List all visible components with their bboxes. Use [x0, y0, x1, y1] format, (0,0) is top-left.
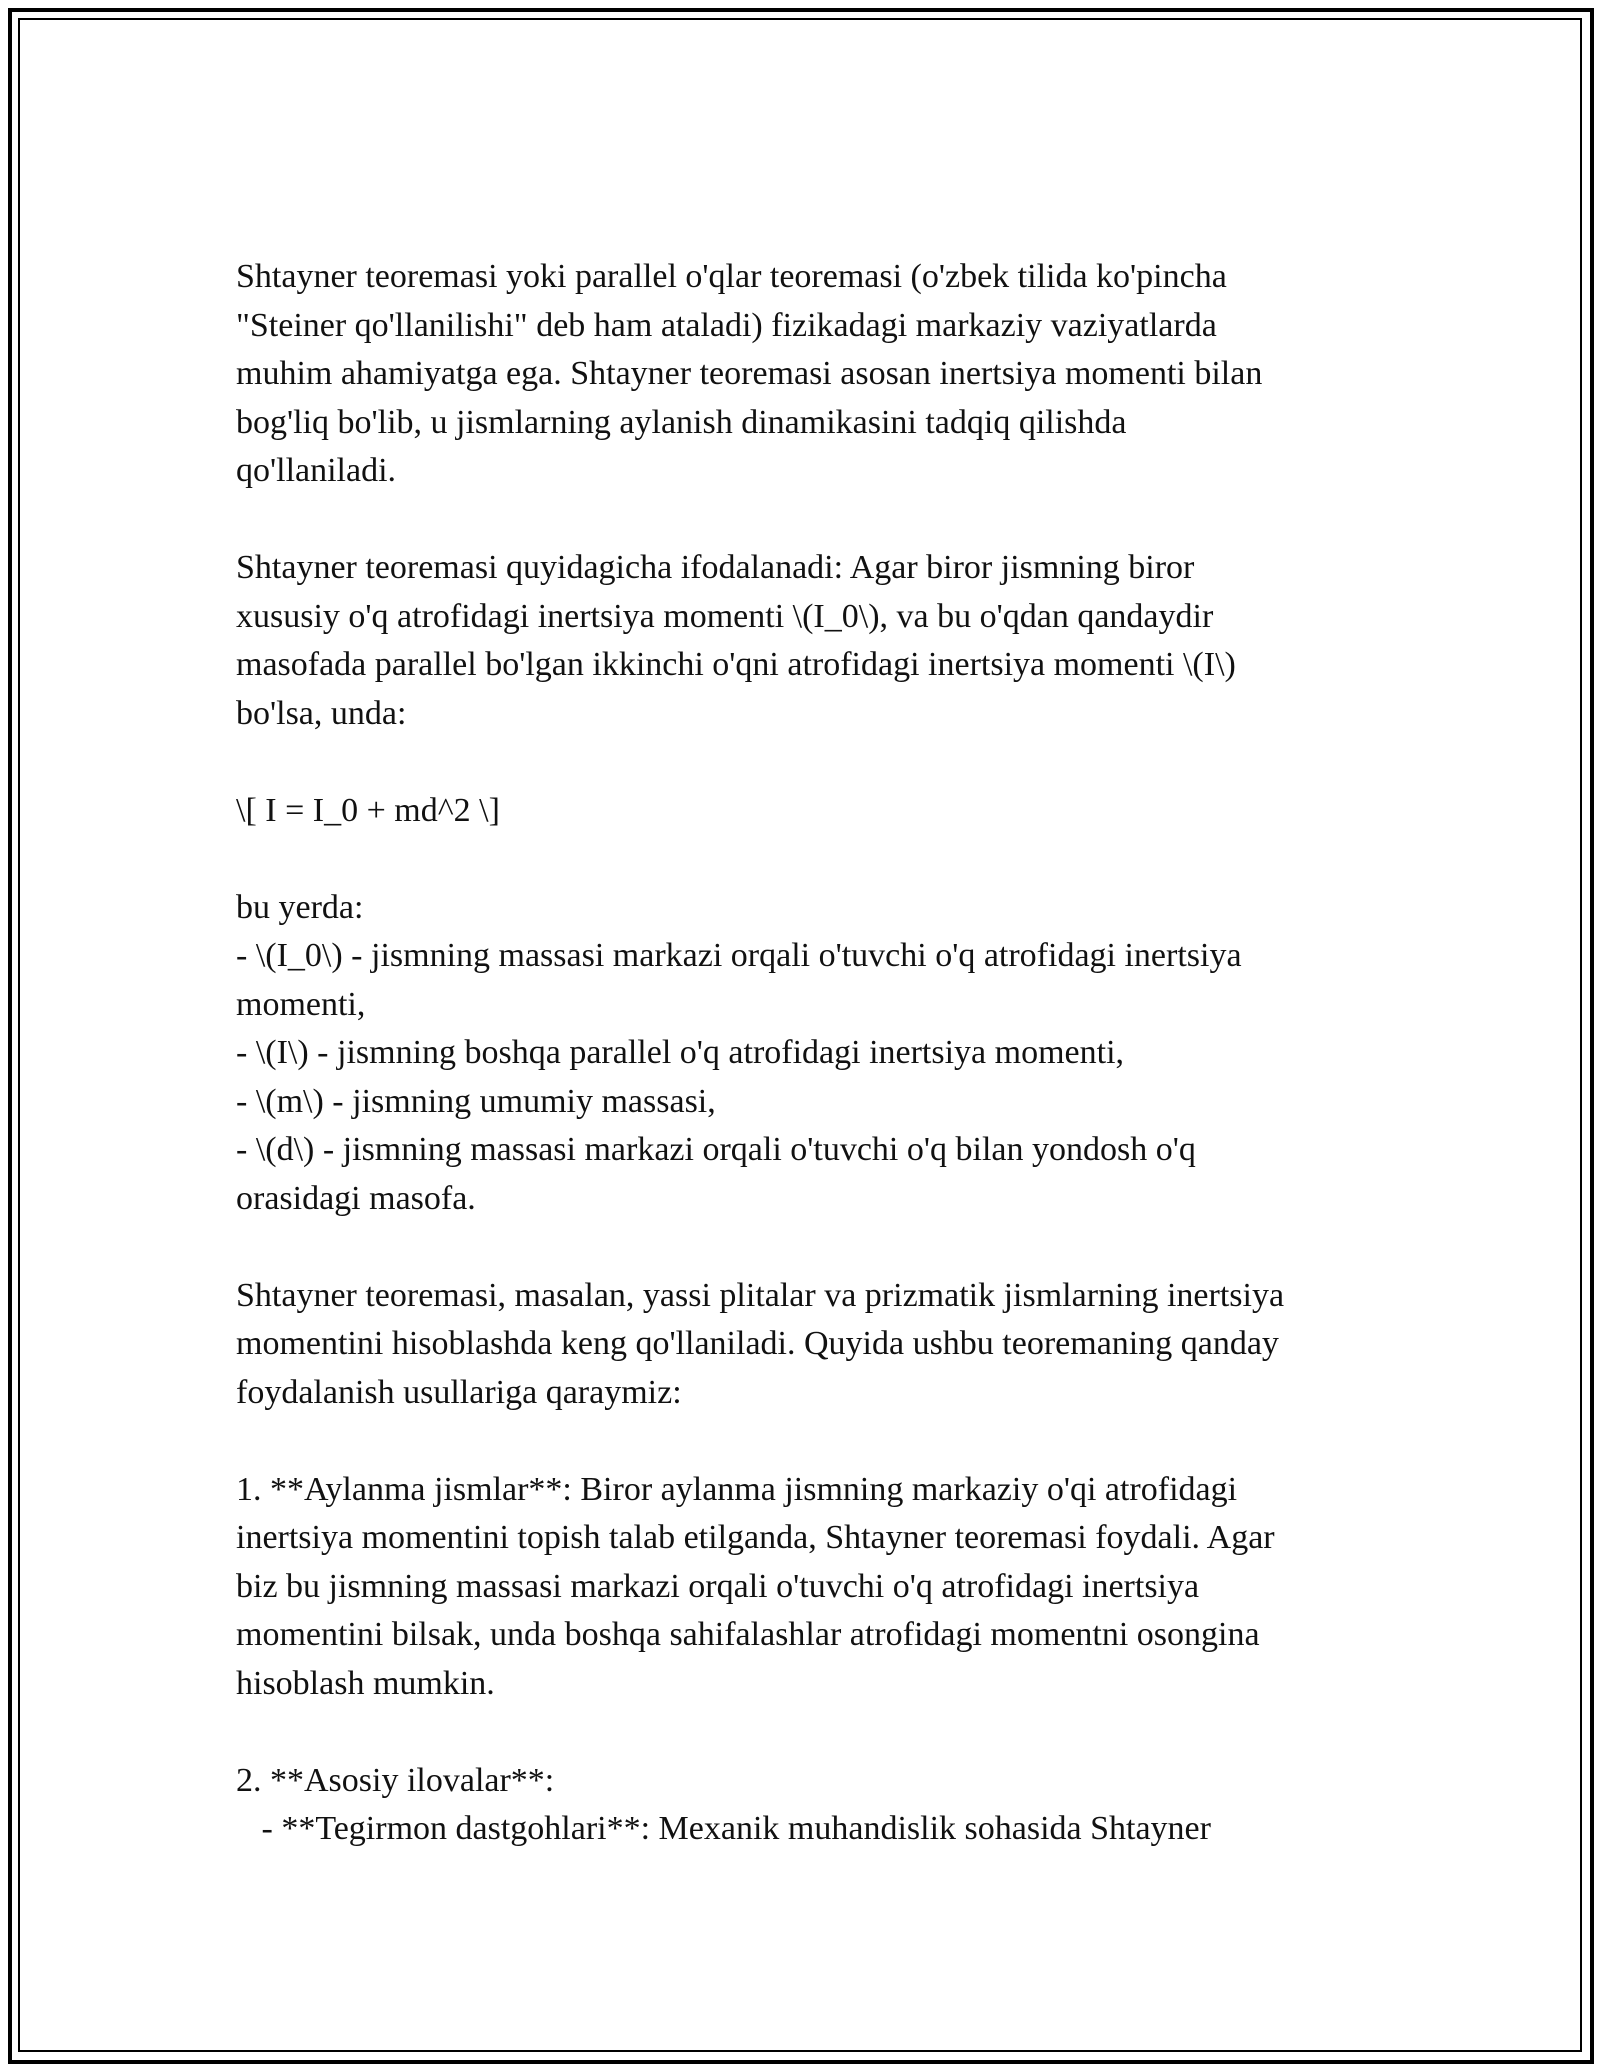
text-line: Shtayner teoremasi quyidagicha ifodalanadi: Agar biror jismning biror — [236, 549, 1195, 586]
text-line: momenti, — [236, 985, 366, 1023]
text-line: bo'lsa, unda: — [236, 694, 407, 732]
text-line: orasidagi masofa. — [236, 1179, 476, 1217]
text-line: Shtayner teoremasi yoki parallel o'qlar teoremasi (o'zbek tilida ko'pincha — [236, 258, 1227, 295]
text-line: hisoblash mumkin. — [236, 1664, 495, 1702]
paragraph-definition — [236, 544, 1386, 738]
list-item: - \(I_0\) - jismning massasi markazi orqali o'tuvchi o'q atrofidagi inertsiya — [236, 937, 1242, 974]
text-line: qo'llaniladi. — [236, 452, 397, 489]
document-body — [236, 253, 1386, 1902]
text-line: Shtayner teoremasi, masalan, yassi plitalar va prizmatik jismlarning inertsiya — [236, 1276, 1285, 1314]
text-line: masofada parallel bo'lgan ikkinchi o'qni atrofidagi inertsiya momenti \(I\) — [236, 646, 1236, 683]
text-line: momentini hisoblashda keng qo'llaniladi. Quyida ushbu teoremaning qanday — [236, 1325, 1279, 1362]
list-item: 1. **Aylanma jismlar**: Biror aylanma jismning markaziy o'qi atrofidagi — [236, 1470, 1238, 1508]
text-line: "Steiner qo'llanilishi" deb ham ataladi) fizikadagi markaziy vaziyatlarda — [236, 306, 1217, 344]
text-line: foydalanish usullariga qaraymiz: — [236, 1373, 682, 1411]
list-item: - **Tegirmon dastgohlari**: Mexanik muhandislik sohasida Shtayner — [236, 1810, 1211, 1847]
paragraph-applications-intro — [236, 1272, 1386, 1418]
paragraph-item-1 — [236, 1466, 1386, 1709]
text-line: bog'liq bo'lib, u jismlarning aylanish dinamikasini tadqiq qilishda — [236, 403, 1127, 441]
formula-line: \[ I = I_0 + md^2 \] — [236, 791, 500, 829]
text-line: bu yerda: — [236, 888, 364, 926]
paragraph-variables — [236, 884, 1386, 1224]
formula — [236, 787, 1386, 836]
paragraph-intro — [236, 253, 1386, 496]
text-line: muhim ahamiyatga ega. Shtayner teoremasi asosan inertsiya momenti bilan — [236, 355, 1263, 392]
text-line: biz bu jismning massasi markazi orqali o'tuvchi o'q atrofidagi inertsiya — [236, 1567, 1200, 1605]
list-item: - \(m\) - jismning umumiy massasi, — [236, 1082, 716, 1120]
list-item: - \(I\) - jismning boshqa parallel o'q atrofidagi inertsiya momenti, — [236, 1034, 1125, 1071]
list-item: - \(d\) - jismning massasi markazi orqali o'tuvchi o'q bilan yondosh o'q — [236, 1131, 1196, 1168]
text-line: inertsiya momentini topish talab etilganda, Shtayner teoremasi foydali. Agar — [236, 1519, 1275, 1556]
paragraph-item-2 — [236, 1757, 1386, 1854]
text-line: momentini bilsak, unda boshqa sahifalashlar atrofidagi momentni osongina — [236, 1616, 1260, 1653]
text-line: xususiy o'q atrofidagi inertsiya momenti \(I_0\), va bu o'qdan qandaydir — [236, 597, 1214, 635]
list-item: 2. **Asosiy ilovalar**: — [236, 1761, 555, 1799]
